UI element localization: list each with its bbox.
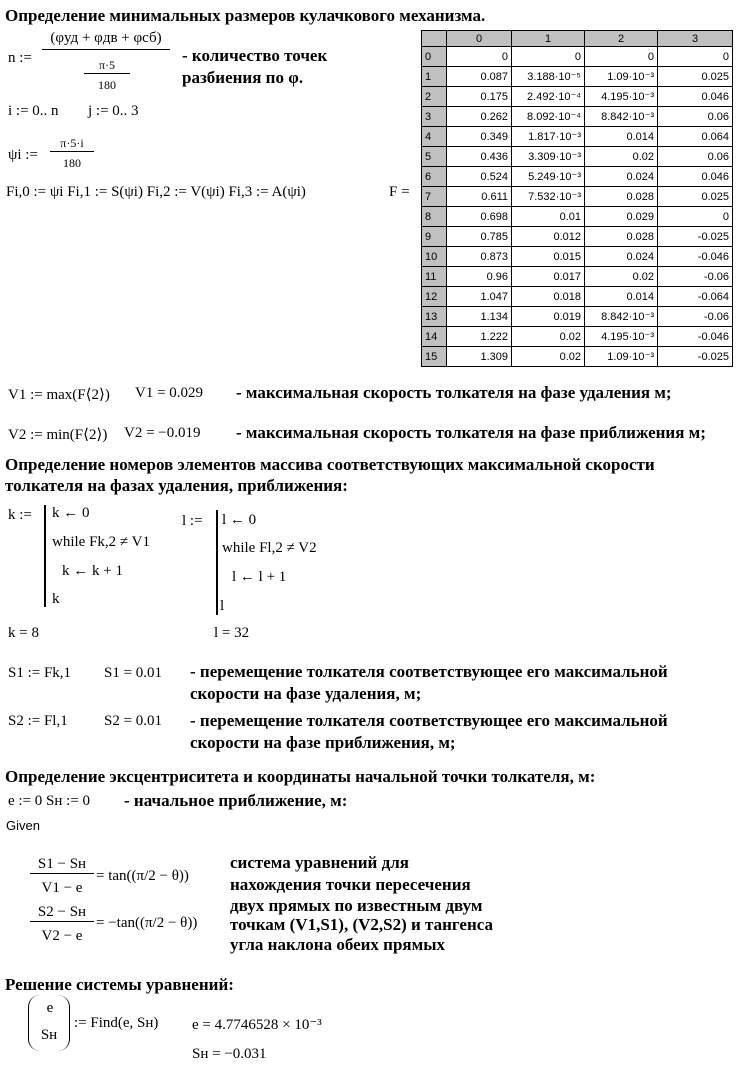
table-row [422, 327, 733, 347]
s1-comment-1: - перемещение толкателя соответствующее его максимальной [190, 662, 668, 681]
v1-result: V1 = 0.029 [135, 385, 204, 401]
table-cell: 1.309 [447, 347, 512, 367]
table-row-header: 13 [422, 307, 447, 327]
table-row-header: 15 [422, 347, 447, 367]
eq2-num: S2 − Sн [30, 904, 94, 922]
table-cell: 0.028 [585, 227, 658, 247]
f-assign: Fi,0 := ψi Fi,1 := S(ψi) Fi,2 := V(ψi) Fi,3 := A(ψi) [6, 184, 306, 200]
table-cell: 0.06 [658, 107, 733, 127]
table-cell: 2.492·10⁻⁴ [512, 87, 585, 107]
table-cell: 0.873 [447, 247, 512, 267]
sys-comment-1: система уравнений для [230, 853, 409, 872]
psi-num: π·5·i [50, 136, 94, 152]
table-col-header [422, 31, 447, 47]
table-cell: 0.025 [658, 67, 733, 87]
table-row [422, 307, 733, 327]
table-row-header: 11 [422, 267, 447, 287]
prog-l-line1: l ← 0 [222, 512, 257, 528]
table-cell: 0.01 [512, 207, 585, 227]
table-cell: -0.046 [658, 247, 733, 267]
table-row [422, 247, 733, 267]
f-matrix-table [421, 30, 733, 367]
table-cell: 0 [512, 47, 585, 67]
table-col-header: 1 [512, 31, 585, 47]
heading-eccentricity: Определение эксцентриситета и координаты начальной точки толкателя, м: [5, 767, 596, 786]
table-row [422, 167, 733, 187]
n-den-bot: 180 [98, 78, 116, 92]
table-row [422, 347, 733, 367]
table-cell: 1.134 [447, 307, 512, 327]
v2-result: V2 = −0.019 [124, 425, 201, 441]
given-keyword: Given [6, 818, 40, 833]
prog-k-line1: k ← 0 [52, 505, 90, 521]
table-cell: 0.262 [447, 107, 512, 127]
v2-comment: - максимальная скорость толкателя на фазе приближения м; [236, 423, 706, 442]
table-row [422, 227, 733, 247]
table-row [422, 107, 733, 127]
range-i: i := 0.. n [8, 103, 59, 119]
table-cell: -0.06 [658, 307, 733, 327]
table-col-header: 3 [658, 31, 733, 47]
find-vec-top: e [46, 1000, 54, 1016]
table-row-header: 0 [422, 47, 447, 67]
eq1-rhs: = tan((π/2 − θ)) [96, 868, 189, 884]
table-cell: 0.524 [447, 167, 512, 187]
n-comment-1: - количество точек [182, 46, 328, 65]
table-row-header: 7 [422, 187, 447, 207]
find-result-s: Sн = −0.031 [192, 1046, 267, 1062]
prog-l-line3: l ← l + 1 [232, 569, 287, 585]
table-cell: 0.024 [585, 247, 658, 267]
table-cell: 0.019 [512, 307, 585, 327]
table-cell: 0.06 [658, 147, 733, 167]
table-cell: -0.025 [658, 227, 733, 247]
table-row [422, 47, 733, 67]
table-cell: 0.96 [447, 267, 512, 287]
table-cell: 0.02 [512, 327, 585, 347]
s2-result: S2 = 0.01 [104, 713, 163, 729]
table-row-header: 10 [422, 247, 447, 267]
table-cell: 0.02 [585, 267, 658, 287]
prog-k-result: k = 8 [8, 625, 39, 641]
prog-k-line2: while Fk,2 ≠ V1 [52, 534, 150, 550]
table-row-header: 3 [422, 107, 447, 127]
table-row-header: 5 [422, 147, 447, 167]
s2-comment-1: - перемещение толкателя соответствующее его максимальной [190, 711, 668, 730]
n-comment-2: разбиения по φ. [182, 68, 304, 87]
initial-expr: e := 0 Sн := 0 [8, 793, 91, 809]
table-cell: 0 [585, 47, 658, 67]
table-cell: 0.028 [585, 187, 658, 207]
eq2-rhs: = −tan((π/2 − θ)) [96, 915, 198, 931]
range-j: j := 0.. 3 [88, 103, 139, 119]
prog-l-line4: l [220, 598, 225, 614]
prog-l-bar [216, 510, 218, 615]
n-numerator: (φуд + φдв + φсб) [42, 30, 170, 50]
s2-expr: S2 := Fl,1 [8, 713, 68, 729]
table-col-header: 2 [585, 31, 658, 47]
table-cell: 0.018 [512, 287, 585, 307]
heading-solution: Решение системы уравнений: [5, 975, 234, 994]
table-cell: -0.025 [658, 347, 733, 367]
table-cell: 3.188·10⁻⁵ [512, 67, 585, 87]
table-row-header: 12 [422, 287, 447, 307]
table-cell: 0.025 [658, 187, 733, 207]
table-cell: 0.349 [447, 127, 512, 147]
v1-comment: - максимальная скорость толкателя на фазе удаления м; [236, 383, 672, 402]
table-cell: 3.309·10⁻³ [512, 147, 585, 167]
psi-lhs: ψi := [8, 147, 38, 163]
table-row-header: 9 [422, 227, 447, 247]
eq2-den: V2 − e [41, 928, 83, 944]
table-row [422, 67, 733, 87]
table-cell: 0 [658, 207, 733, 227]
table-cell: 0.087 [447, 67, 512, 87]
table-row-header: 6 [422, 167, 447, 187]
table-cell: 8.092·10⁻⁴ [512, 107, 585, 127]
prog-l-line2: while Fl,2 ≠ V2 [222, 540, 317, 556]
table-cell: 0.046 [658, 167, 733, 187]
table-row [422, 87, 733, 107]
prog-k-bar [44, 505, 46, 607]
table-cell: 0.015 [512, 247, 585, 267]
table-cell: 0.436 [447, 147, 512, 167]
heading-index-2: толкателя на фазах удаления, приближения: [5, 476, 348, 495]
table-cell: 0.017 [512, 267, 585, 287]
table-row [422, 267, 733, 287]
prog-k-line3: k ← k + 1 [62, 563, 123, 579]
table-row-header: 14 [422, 327, 447, 347]
find-result-e: e = 4.7746528 × 10⁻³ [192, 1017, 322, 1033]
table-cell: 4.195·10⁻³ [585, 327, 658, 347]
table-row [422, 147, 733, 167]
v2-expr: V2 := min(F⟨2⟩) [8, 427, 108, 443]
table-cell: 1.222 [447, 327, 512, 347]
s2-comment-2: скорости на фазе приближения, м; [190, 733, 456, 752]
table-cell: 4.195·10⁻³ [585, 87, 658, 107]
find-expr: := Find(e, Sн) [74, 1015, 159, 1031]
table-cell: 1.09·10⁻³ [585, 67, 658, 87]
table-cell: 0.785 [447, 227, 512, 247]
table-cell: 1.047 [447, 287, 512, 307]
table-row-header: 1 [422, 67, 447, 87]
initial-comment: - начальное приближение, м: [124, 791, 348, 810]
table-cell: 0 [658, 47, 733, 67]
prog-l-lhs: l := [182, 513, 203, 529]
table-cell: 0.014 [585, 127, 658, 147]
table-cell: -0.06 [658, 267, 733, 287]
sys-comment-3: двух прямых по известным двум [230, 896, 483, 915]
n-lhs: n := [8, 50, 32, 66]
table-cell: 8.842·10⁻³ [585, 307, 658, 327]
table-cell: 0 [447, 47, 512, 67]
sys-comment-4: точкам (V1,S1), (V2,S2) и тангенса [230, 915, 493, 934]
prog-k-lhs: k := [8, 507, 32, 523]
table-cell: 8.842·10⁻³ [585, 107, 658, 127]
s1-comment-2: скорости на фазе удаления, м; [190, 684, 422, 703]
n-den-top: π·5 [84, 58, 130, 74]
table-cell: 5.249·10⁻³ [512, 167, 585, 187]
table-cell: 0.014 [585, 287, 658, 307]
table-cell: 0.698 [447, 207, 512, 227]
s1-result: S1 = 0.01 [104, 665, 163, 681]
table-cell: 0.024 [585, 167, 658, 187]
f-equals: F = [389, 184, 410, 200]
psi-den: 180 [63, 156, 81, 170]
table-cell: 7.532·10⁻³ [512, 187, 585, 207]
s1-expr: S1 := Fk,1 [8, 665, 72, 681]
table-cell: 0.02 [585, 147, 658, 167]
table-row-header: 8 [422, 207, 447, 227]
table-cell: 0.175 [447, 87, 512, 107]
eq1-num: S1 − Sн [30, 856, 94, 874]
table-cell: 0.02 [512, 347, 585, 367]
table-cell: 0.064 [658, 127, 733, 147]
table-row-header: 4 [422, 127, 447, 147]
sys-comment-5: угла наклона обеих прямых [230, 935, 445, 954]
v1-expr: V1 := max(F⟨2⟩) [8, 387, 110, 403]
table-cell: 0.012 [512, 227, 585, 247]
table-row [422, 207, 733, 227]
table-row-header: 2 [422, 87, 447, 107]
prog-l-result: l = 32 [214, 625, 250, 641]
table-row [422, 127, 733, 147]
table-cell: 0.046 [658, 87, 733, 107]
table-cell: -0.046 [658, 327, 733, 347]
table-header-row [422, 31, 733, 47]
heading-index: Определение номеров элементов массива соответствующих максимальной скорости [5, 455, 655, 474]
table-cell: 0.029 [585, 207, 658, 227]
find-vec-bot: Sн [40, 1027, 58, 1043]
table-cell: 1.09·10⁻³ [585, 347, 658, 367]
table-col-header: 0 [447, 31, 512, 47]
sys-comment-2: нахождения точки пересечения [230, 875, 471, 894]
table-cell: 0.611 [447, 187, 512, 207]
table-cell: -0.064 [658, 287, 733, 307]
prog-k-line4: k [52, 591, 60, 607]
table-row [422, 187, 733, 207]
table-cell: 1.817·10⁻³ [512, 127, 585, 147]
heading-main: Определение минимальных размеров кулачкового механизма. [5, 6, 486, 25]
eq1-den: V1 − e [41, 880, 83, 896]
table-row [422, 287, 733, 307]
